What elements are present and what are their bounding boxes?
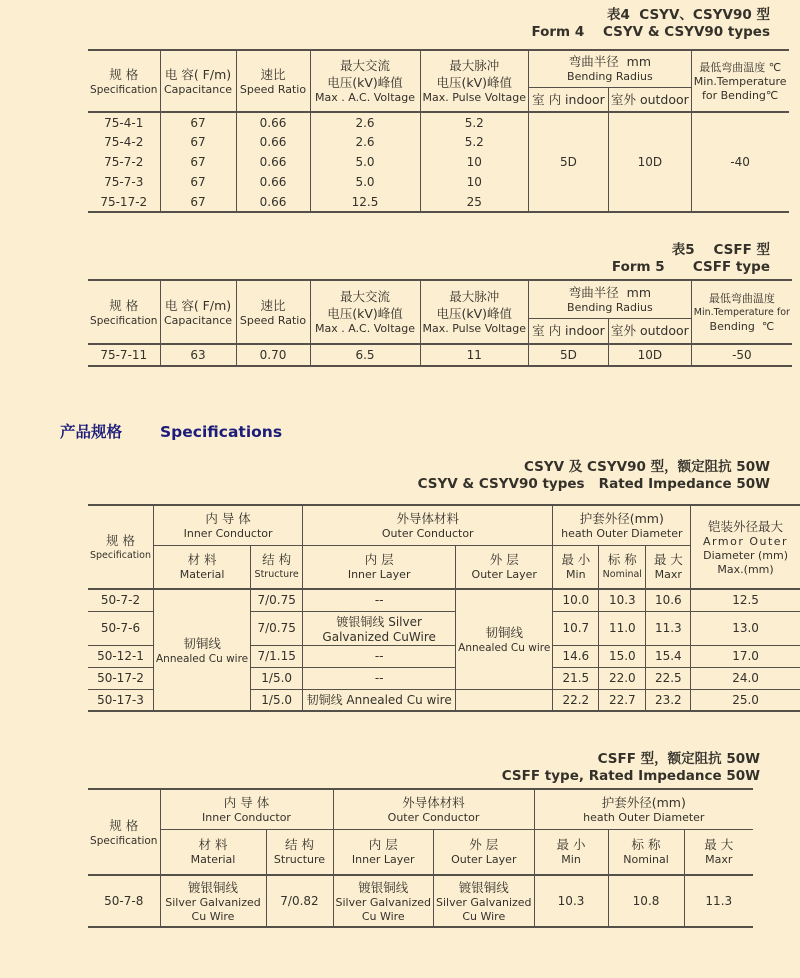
max-cell: 23.2 <box>646 689 691 711</box>
form4-table <box>88 49 789 213</box>
outdoor-value-cell: 10D <box>608 344 691 366</box>
csyv-header-nominal-zh: 标 称 <box>607 552 637 568</box>
armor-cell: 17.0 <box>691 645 800 667</box>
form5-header-capacitance-en: Capacitance <box>163 313 233 327</box>
csff-spec-title-zh: CSFF 型，额定阻抗 50W <box>597 751 760 767</box>
spec-cell: 75-4-2 <box>88 132 160 152</box>
form4-header-max-ac-en: Max . A.C. Voltage <box>315 91 415 104</box>
form5-title <box>0 242 770 275</box>
armor-cell: 24.0 <box>691 667 800 689</box>
max-cell: 22.5 <box>646 667 691 689</box>
csff-header-outer-layer <box>434 829 535 875</box>
form4-header-capacitance <box>160 50 236 112</box>
form5-header-max-pulse-zh1: 最大脉冲 <box>449 289 500 304</box>
csyv-header-outer-layer-en: Outer Layer <box>471 568 537 582</box>
material-en1: Silver Galvanized <box>165 895 261 909</box>
csyv-header-max <box>646 545 691 589</box>
csyv-header-sheath-zh: 护套外径(mm) <box>579 510 664 526</box>
form5-header-capacitance <box>160 280 236 344</box>
csyv-header-structure <box>251 545 303 589</box>
csyv-spec-title-en: CSYV & CSYV90 types Rated Impedance 50W <box>417 475 770 492</box>
inner-layer-cell: -- <box>303 645 456 667</box>
csyv-header-nominal-en: Nominal <box>602 569 642 581</box>
form4-header-outdoor <box>608 87 691 112</box>
csyv-header-sheath <box>553 505 691 545</box>
csff-header-max-zh: 最 大 <box>704 837 734 853</box>
nominal-cell: 10.3 <box>599 589 646 611</box>
spec-cell: 75-4-1 <box>88 112 160 132</box>
structure-cell: 1/5.0 <box>251 689 303 711</box>
form4-header-min-temp-en2: for Bending℃ <box>702 89 779 102</box>
speed-ratio-cell: 0.66 <box>236 152 310 172</box>
csff-header-nominal <box>608 829 684 875</box>
outer-layer-merged-cell <box>456 589 553 689</box>
csyv-header-structure-en: Structure <box>254 569 299 581</box>
csyv-header-armor-en3: Max.(mm) <box>717 562 774 576</box>
min-cell: 22.2 <box>553 689 599 711</box>
speed-ratio-cell: 0.66 <box>236 172 310 192</box>
form5-header-min-temp-zh: 最低弯曲温度 <box>708 292 775 305</box>
form5-header-spec <box>88 280 160 344</box>
form4-header-indoor-label: 室 内 indoor <box>532 91 605 107</box>
csyv-header-material <box>154 545 251 589</box>
csyv-header-armor-en1: Armor Outer <box>703 534 789 548</box>
form5-header-max-ac-en: Max . A.C. Voltage <box>315 322 415 335</box>
outer-layer-en1: Silver Galvanized <box>436 895 532 909</box>
form4-title <box>0 0 770 40</box>
csff-header-max <box>684 829 753 875</box>
nominal-cell: 22.0 <box>599 667 646 689</box>
csyv-header-min-en: Min <box>566 568 586 582</box>
structure-cell: 7/0.82 <box>266 875 333 927</box>
max-ac-cell: 6.5 <box>310 344 420 366</box>
csff-spec-table <box>88 788 753 928</box>
csff-header-spec <box>88 789 160 875</box>
outdoor-value-cell: 10D <box>608 112 691 212</box>
min-cell: 10.3 <box>534 875 608 927</box>
min-cell: 21.5 <box>553 667 599 689</box>
max-pulse-cell: 10 <box>420 152 528 172</box>
armor-cell: 12.5 <box>691 589 800 611</box>
armor-cell: 25.0 <box>691 689 800 711</box>
csff-header-outer-conductor-en: Outer Conductor <box>387 810 480 824</box>
form5-title-zh: 表5 CSFF 型 <box>671 242 770 258</box>
form4-header-min-temp-en1: Min.Temperature <box>693 75 787 88</box>
inner-layer-cell: -- <box>303 667 456 689</box>
structure-cell: 7/0.75 <box>251 589 303 611</box>
csff-header-structure <box>266 829 333 875</box>
form5-header-bending-radius <box>528 280 691 318</box>
structure-cell: 7/1.15 <box>251 645 303 667</box>
csyv-header-armor <box>691 505 800 589</box>
csff-header-sheath-en: heath Outer Diameter <box>583 810 705 824</box>
form5-header-speed-ratio-en: Speed Ratio <box>239 313 307 327</box>
capacitance-cell: 67 <box>160 172 236 192</box>
csyv-header-nominal <box>599 545 646 589</box>
inner-layer-en1: Silver Galvanized <box>335 895 432 909</box>
max-pulse-cell: 10 <box>420 172 528 192</box>
spec-cell: 75-7-11 <box>88 344 160 366</box>
form4-header-speed-ratio-en: Speed Ratio <box>239 82 307 96</box>
csyv-header-spec-en: Specification <box>90 549 151 561</box>
csff-header-min-en: Min <box>561 853 581 867</box>
csyv-header-spec <box>88 505 154 589</box>
form5-title-en: Form 5 CSFF type <box>611 258 770 275</box>
form4-header-min-temp-zh: 最低弯曲温度 ℃ <box>699 61 782 74</box>
csyv-header-armor-zh: 铠装外径最大 <box>708 518 784 534</box>
max-pulse-cell: 25 <box>420 192 528 212</box>
section-heading-en: Specifications <box>160 423 283 441</box>
max-cell: 10.6 <box>646 589 691 611</box>
csff-spec-title <box>0 751 760 784</box>
spec-cell: 50-12-1 <box>88 645 154 667</box>
material-zh: 镀银铜线 <box>187 879 238 895</box>
max-pulse-cell: 5.2 <box>420 112 528 132</box>
spec-cell: 50-7-6 <box>88 611 154 645</box>
csyv-header-material-en: Material <box>179 568 225 582</box>
csyv-header-inner-layer <box>303 545 456 589</box>
spec-cell: 75-7-2 <box>88 152 160 172</box>
form5-header-bending-en: Bending Radius <box>567 300 653 314</box>
form5-header-indoor-label: 室 内 indoor <box>532 323 605 339</box>
inner-layer-cell: 韧铜线 Annealed Cu wire <box>303 689 456 711</box>
csff-header-min <box>534 829 608 875</box>
csff-header-outer-layer-zh: 外 层 <box>469 837 499 853</box>
csyv-header-inner-conductor-en: Inner Conductor <box>183 526 273 540</box>
form5-header-speed-ratio <box>236 280 310 344</box>
max-pulse-cell: 11 <box>420 344 528 366</box>
min-cell: 10.0 <box>553 589 599 611</box>
structure-cell: 1/5.0 <box>251 667 303 689</box>
form5-header-spec-en: Specification <box>90 314 158 327</box>
min-temp-value-cell: -40 <box>691 112 788 212</box>
capacitance-cell: 67 <box>160 132 236 152</box>
material-merged-zh: 韧铜线 <box>183 635 221 651</box>
form5-header-max-pulse-zh2: 电压(kV)峰值 <box>436 306 512 321</box>
csff-header-outer-conductor <box>333 789 534 829</box>
capacitance-cell: 63 <box>160 344 236 366</box>
inner-layer-cell: -- <box>303 589 456 611</box>
form4-header-max-ac-zh1: 最大交流 <box>339 58 390 73</box>
csff-spec-title-en: CSFF type, Rated Impedance 50W <box>501 767 760 784</box>
form4-header-max-ac <box>310 50 420 112</box>
outer-layer-cell <box>434 875 535 927</box>
csyv-header-outer-layer-zh: 外 层 <box>489 552 519 568</box>
form5-header-max-ac-zh2: 电压(kV)峰值 <box>327 306 403 321</box>
section-heading <box>60 420 800 442</box>
csff-header-inner-conductor-en: Inner Conductor <box>202 810 291 824</box>
structure-cell: 7/0.75 <box>251 611 303 645</box>
section-heading-zh: 产品规格 <box>60 423 123 441</box>
form4-header-spec <box>88 50 160 112</box>
form5-header-max-pulse <box>420 280 528 344</box>
csff-header-inner-conductor-zh: 内 导 体 <box>223 794 270 810</box>
form5-header-min-temp <box>691 280 792 344</box>
outer-layer-merged-en: Annealed Cu wire <box>458 641 551 654</box>
spec-cell: 75-17-2 <box>88 192 160 212</box>
form4-header-bending-en: Bending Radius <box>567 70 653 84</box>
form4-header-outdoor-label: 室外 outdoor <box>610 91 689 107</box>
form4-header-spec-zh: 规 格 <box>109 66 139 82</box>
nominal-cell: 10.8 <box>608 875 684 927</box>
form4-header-spec-en: Specification <box>90 83 158 96</box>
csyv-header-outer-conductor <box>303 505 553 545</box>
csff-header-structure-en: Structure <box>273 853 326 867</box>
form4-title-zh: 表4 CSYV、CSYV90 型 <box>607 7 770 23</box>
table-row <box>88 589 800 611</box>
speed-ratio-cell: 0.66 <box>236 132 310 152</box>
material-cell <box>160 875 266 927</box>
capacitance-cell: 67 <box>160 192 236 212</box>
csff-header-inner-layer-en: Inner Layer <box>351 853 415 867</box>
csyv-header-max-zh: 最 大 <box>653 552 683 568</box>
csyv-header-spec-zh: 规 格 <box>106 532 135 548</box>
csyv-header-max-en: Maxr <box>654 568 682 582</box>
form4-header-bending-radius <box>528 50 691 87</box>
csff-header-structure-zh: 结 构 <box>285 837 314 853</box>
form4-header-speed-ratio-zh: 速比 <box>260 66 286 82</box>
spec-cell: 50-7-8 <box>88 875 160 927</box>
material-en2: Cu Wire <box>191 909 235 923</box>
form5-header-min-temp-en1: Min.Temperature for <box>693 307 790 318</box>
csff-header-material <box>160 829 266 875</box>
indoor-value-cell: 5D <box>528 112 608 212</box>
max-ac-cell: 5.0 <box>310 152 420 172</box>
max-pulse-cell: 5.2 <box>420 132 528 152</box>
csff-header-nominal-en: Nominal <box>623 853 669 867</box>
inner-layer-cell <box>333 875 434 927</box>
outer-layer-empty-cell <box>456 689 553 711</box>
speed-ratio-cell: 0.70 <box>236 344 310 366</box>
max-cell: 11.3 <box>646 611 691 645</box>
csyv-header-outer-conductor-en: Outer Conductor <box>381 526 474 540</box>
outer-layer-zh: 镀银铜线 <box>458 879 509 895</box>
csyv-spec-table <box>88 504 800 712</box>
material-merged-cell <box>154 589 251 711</box>
max-ac-cell: 5.0 <box>310 172 420 192</box>
form5-header-outdoor <box>608 318 691 344</box>
csff-header-spec-en: Specification <box>90 834 158 847</box>
form4-header-indoor <box>528 87 608 112</box>
capacitance-cell: 67 <box>160 152 236 172</box>
outer-layer-en2: Cu Wire <box>462 909 506 923</box>
form4-header-max-pulse <box>420 50 528 112</box>
speed-ratio-cell: 0.66 <box>236 112 310 132</box>
csyv-header-inner-layer-en: Inner Layer <box>347 568 411 582</box>
csff-header-outer-conductor-zh: 外导体材料 <box>402 794 465 810</box>
csyv-header-armor-en2: Diameter (mm) <box>703 548 788 562</box>
spec-cell: 50-17-3 <box>88 689 154 711</box>
csyv-header-min-zh: 最 小 <box>561 552 591 568</box>
form5-header-max-ac <box>310 280 420 344</box>
csff-header-nominal-zh: 标 称 <box>631 837 661 853</box>
table-row <box>88 875 753 927</box>
speed-ratio-cell: 0.66 <box>236 192 310 212</box>
spec-cell: 75-7-3 <box>88 172 160 192</box>
inner-layer-cell: 镀银铜线 Silver Galvanized CuWire <box>303 611 456 645</box>
nominal-cell: 15.0 <box>599 645 646 667</box>
min-cell: 14.6 <box>553 645 599 667</box>
max-ac-cell: 2.6 <box>310 112 420 132</box>
max-ac-cell: 12.5 <box>310 192 420 212</box>
csff-header-inner-layer-zh: 内 层 <box>368 837 398 853</box>
armor-cell: 13.0 <box>691 611 800 645</box>
csyv-header-inner-conductor-zh: 内 导 体 <box>205 510 251 526</box>
min-temp-value-cell: -50 <box>691 344 792 366</box>
csyv-header-sheath-en: heath Outer Diameter <box>561 526 683 540</box>
csff-header-max-en: Maxr <box>705 853 733 867</box>
nominal-cell: 22.7 <box>599 689 646 711</box>
max-cell: 15.4 <box>646 645 691 667</box>
csff-header-material-en: Material <box>190 853 236 867</box>
form4-header-max-ac-zh2: 电压(kV)峰值 <box>327 75 403 90</box>
indoor-value-cell: 5D <box>528 344 608 366</box>
csff-header-outer-layer-en: Outer Layer <box>451 853 517 867</box>
csff-header-sheath-zh: 护套外径(mm) <box>601 794 686 810</box>
form4-header-capacitance-en: Capacitance <box>163 82 233 96</box>
form4-title-en: Form 4 CSYV & CSYV90 types <box>531 23 770 40</box>
form5-header-max-pulse-en: Max. Pulse Voltage <box>422 322 526 335</box>
csyv-header-inner-conductor <box>154 505 303 545</box>
form4-header-speed-ratio <box>236 50 310 112</box>
form4-header-max-pulse-zh1: 最大脉冲 <box>449 58 500 73</box>
outer-layer-merged-zh: 韧铜线 <box>485 624 523 640</box>
form5-header-min-temp-en2: Bending ℃ <box>709 320 775 333</box>
csff-header-inner-conductor <box>160 789 333 829</box>
form5-table <box>88 279 792 367</box>
spec-cell: 50-17-2 <box>88 667 154 689</box>
csyv-header-inner-layer-zh: 内 层 <box>364 552 394 568</box>
csyv-spec-title <box>0 459 770 492</box>
form5-header-spec-zh: 规 格 <box>109 297 139 313</box>
csff-header-sheath <box>534 789 753 829</box>
csyv-header-structure-zh: 结 构 <box>262 552 292 568</box>
min-cell: 10.7 <box>553 611 599 645</box>
csff-header-min-zh: 最 小 <box>556 837 586 853</box>
csyv-header-outer-layer <box>456 545 553 589</box>
form5-header-indoor <box>528 318 608 344</box>
table-row <box>88 112 789 132</box>
csff-header-material-zh: 材 料 <box>198 837 228 853</box>
max-cell: 11.3 <box>684 875 753 927</box>
inner-layer-zh: 镀银铜线 <box>358 879 409 895</box>
material-merged-en: Annealed Cu wire <box>156 652 249 665</box>
form5-header-capacitance-zh: 电 容( F/m) <box>164 297 232 313</box>
form5-header-speed-ratio-zh: 速比 <box>260 297 286 313</box>
csff-header-spec-zh: 规 格 <box>109 817 139 833</box>
csyv-spec-title-zh: CSYV 及 CSYV90 型，额定阻抗 50W <box>524 459 770 475</box>
form4-header-min-temp <box>691 50 788 112</box>
form4-header-capacitance-zh: 电 容( F/m) <box>164 66 232 82</box>
form5-header-max-ac-zh1: 最大交流 <box>339 289 390 304</box>
csyv-header-material-zh: 材 料 <box>187 552 217 568</box>
capacitance-cell: 67 <box>160 112 236 132</box>
form4-header-bending-zh: 弯曲半径 mm <box>568 54 652 70</box>
max-ac-cell: 2.6 <box>310 132 420 152</box>
spec-cell: 50-7-2 <box>88 589 154 611</box>
form4-header-max-pulse-zh2: 电压(kV)峰值 <box>436 75 512 90</box>
csyv-header-outer-conductor-zh: 外导体材料 <box>396 510 459 526</box>
form5-header-outdoor-label: 室外 outdoor <box>610 323 689 339</box>
inner-layer-en2: Cu Wire <box>361 909 405 923</box>
form5-header-bending-zh: 弯曲半径 mm <box>568 284 652 300</box>
nominal-cell: 11.0 <box>599 611 646 645</box>
table-row <box>88 344 792 366</box>
form4-header-max-pulse-en: Max. Pulse Voltage <box>422 91 526 104</box>
csyv-header-min <box>553 545 599 589</box>
csff-header-inner-layer <box>333 829 434 875</box>
